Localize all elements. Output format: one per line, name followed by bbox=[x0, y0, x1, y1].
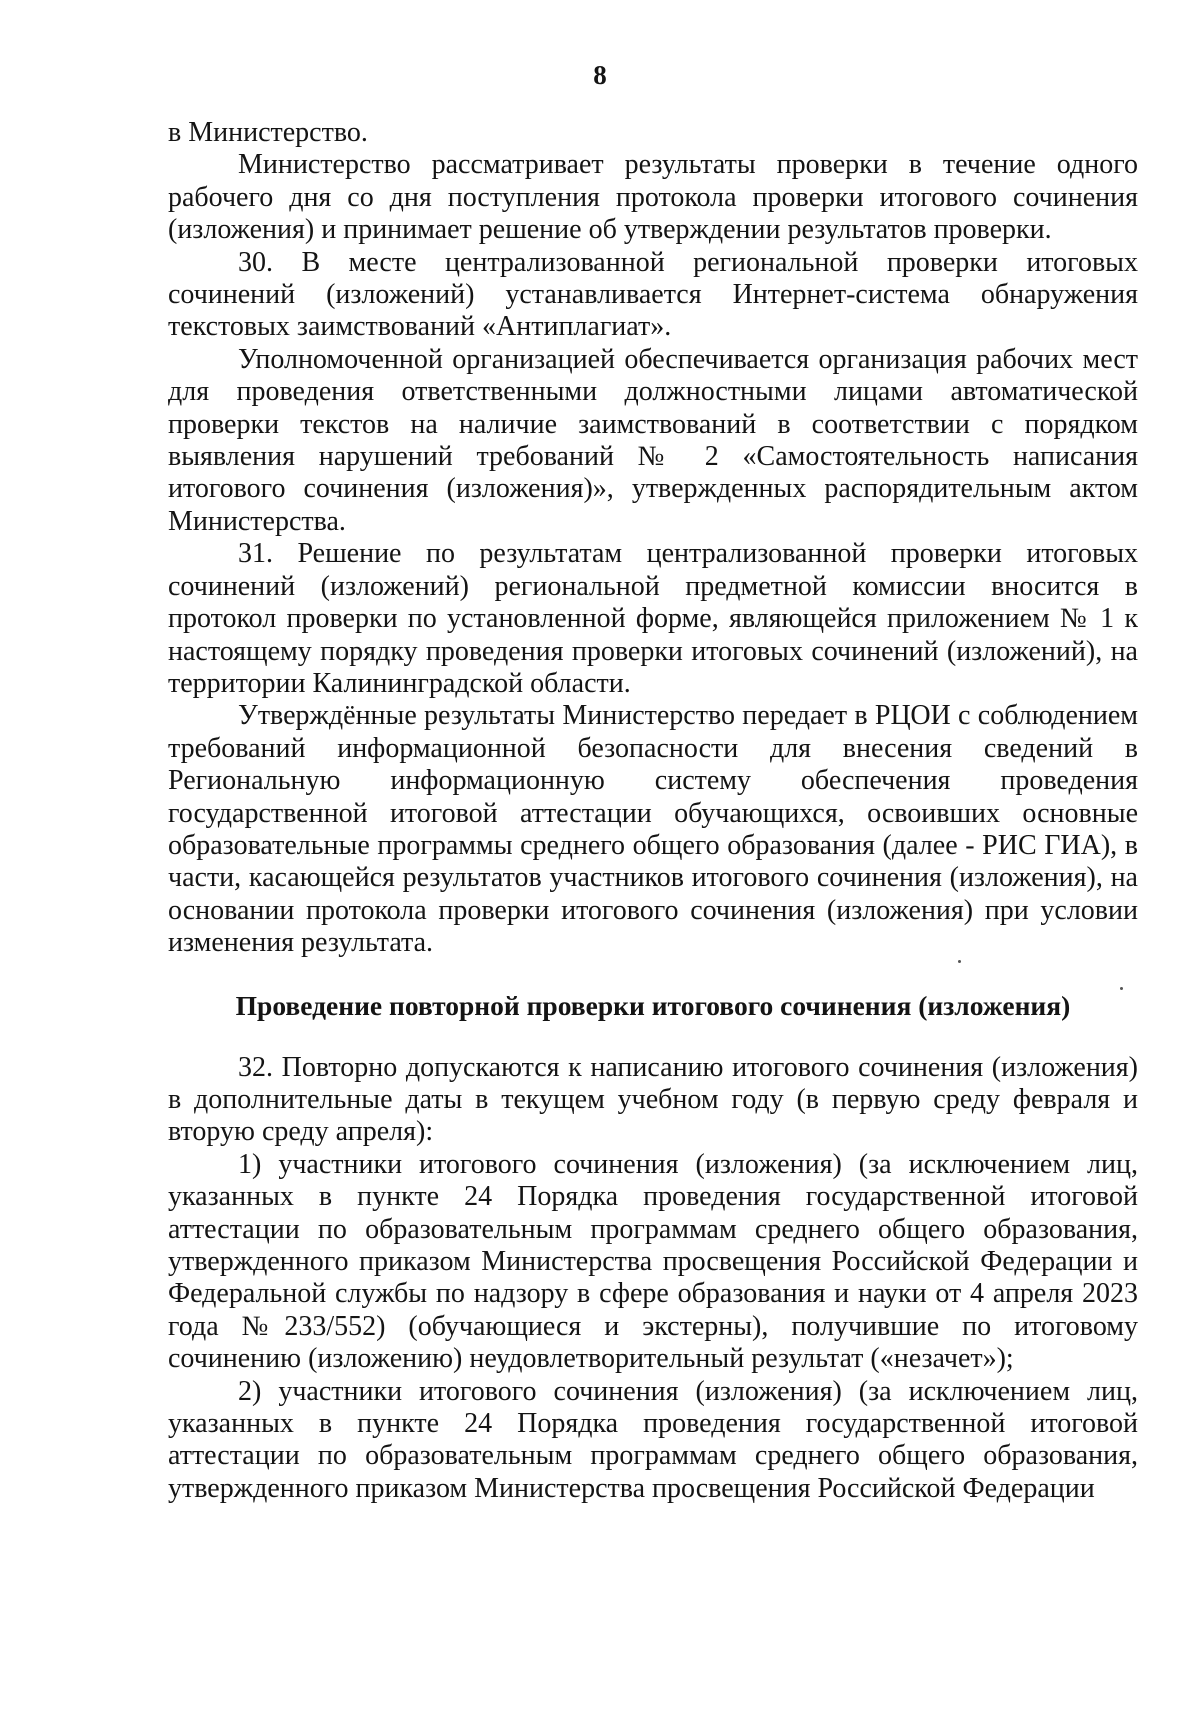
paragraph: Уполномоченной организацией обеспечивается организация рабочих мест для проведения ответственными должностными лицами автоматической проверки текстов на наличие заимствований в соответствии с порядком выявления нарушений требований № 2 «Самостоятельность написания итогового сочинения (изложения)», утвержденных распорядительным актом Министерства. bbox=[168, 343, 1138, 537]
list-item: 2) участники итогового сочинения (изложения) (за исключением лиц, указанных в пункте 24 Порядка проведения государственной итоговой аттестации по образовательным программам среднего общего образования, утвержденного приказом Министерства просвещения Российской Федерации bbox=[168, 1375, 1138, 1504]
paragraph: в Министерство. bbox=[168, 117, 368, 148]
scan-artifact bbox=[1120, 987, 1123, 990]
paragraph: Министерство рассматривает результаты проверки в течение одного рабочего дня со дня поступления протокола проверки итогового сочинения (изложения) и принимает решение об утверждении результатов проверки. bbox=[168, 149, 1138, 246]
paragraph-item-31: 31. Решение по результатам централизованной проверки итоговых сочинений (изложений) региональной предметной комиссии вносится в протокол проверки по установленной форме, являющейся приложением № 1 к настоящему порядку проведения проверки итоговых сочинений (изложений), на территории Калининградской области. bbox=[168, 538, 1138, 699]
list-item: 1) участники итогового сочинения (изложения) (за исключением лиц, указанных в пункте 24 Порядка проведения государственной итоговой аттестации по образовательным программам среднего общего образования, утвержденного приказом Министерства просвещения Российской Федерации и Федеральной службы по надзору в сфере образования и науки от 4 апреля 2023 года №233/552) (обучающиеся и экстерны), получившие по итоговому сочинению (изложению) неудовлетворительный результат («незачет»); bbox=[168, 1148, 1138, 1375]
paragraph-item-30: 30. В месте централизованной региональной проверки итоговых сочинений (изложений) устанавливается Интернет-система обнаружения текстовых заимствований «Антиплагиат». bbox=[168, 246, 1138, 343]
document-body bbox=[168, 117, 1138, 1505]
page-number: 8 bbox=[593, 60, 607, 90]
section-heading: Проведение повторной проверки итогового сочинения (изложения) bbox=[235, 989, 1071, 1021]
paragraph-item-32: 32. Повторно допускаются к написанию итогового сочинения (изложения) в дополнительные даты в текущем учебном году (в первую среду февраля и вторую среду апреля): bbox=[168, 1051, 1138, 1148]
scan-artifact bbox=[958, 960, 961, 963]
paragraph: Утверждённые результаты Министерство передает в РЦОИ с соблюдением требований информационной безопасности для внесения сведений в Региональную информационную систему обеспечения проведения государственной итоговой аттестации обучающихся, освоивших основные образовательные программы среднего общего образования (далее - РИС ГИА), в части, касающейся результатов участников итогового сочинения (изложения), на основании протокола проверки итогового сочинения (изложения) при условии изменения результата. bbox=[168, 700, 1138, 959]
